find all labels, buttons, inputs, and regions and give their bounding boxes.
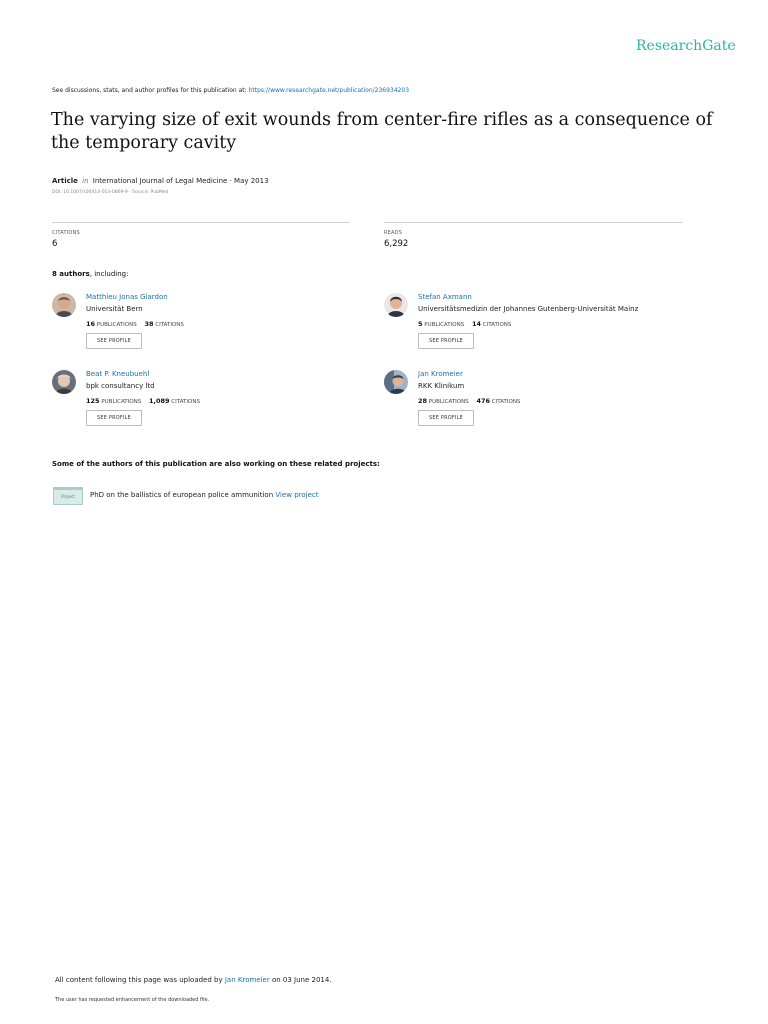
see-discussions-text: See discussions, stats, and author profiles for this publication at: xyxy=(52,87,247,94)
avatar[interactable] xyxy=(384,370,408,394)
citations-label: CITATIONS xyxy=(491,399,521,405)
author-institution: Universitätsmedizin der Johannes Gutenberg-Universität Mainz xyxy=(418,305,639,313)
publications-count: 125 xyxy=(86,397,100,405)
author-name-link[interactable]: Jan Kromeier xyxy=(418,370,463,378)
upload-notice xyxy=(55,976,332,984)
authors-heading xyxy=(52,270,128,278)
researchgate-logo[interactable]: ResearchGate xyxy=(636,38,736,54)
authors-count: 8 authors xyxy=(52,270,90,278)
publications-label: PUBLICATIONS xyxy=(424,322,465,328)
author-card xyxy=(52,370,372,434)
reads-label: READS xyxy=(384,230,403,236)
citations-count: 476 xyxy=(476,397,491,405)
publications-count: 28 xyxy=(418,397,428,405)
citations-label: CITATIONS xyxy=(52,230,80,236)
doi-source: DOI: 10.1007/s00414-013-0869-9 · Source: PubMed xyxy=(52,190,169,195)
avatar[interactable] xyxy=(52,293,76,317)
reads-divider xyxy=(384,222,683,223)
citations-count: 1,089 xyxy=(148,397,170,405)
author-card xyxy=(52,293,372,357)
publication-url-link[interactable]: https://www.researchgate.net/publication/236934203 xyxy=(248,87,410,94)
publications-label: PUBLICATIONS xyxy=(101,399,142,405)
see-profile-button[interactable]: SEE PROFILE xyxy=(86,333,142,349)
author-name-link[interactable]: Stefan Axmann xyxy=(418,293,472,301)
publication-meta xyxy=(52,177,269,185)
publications-label: PUBLICATIONS xyxy=(428,399,469,405)
authors-heading-suffix: , including: xyxy=(89,270,129,278)
related-projects-heading: Some of the authors of this publication are also working on these related projects: xyxy=(52,460,380,468)
journal-name: International Journal of Legal Medicine xyxy=(92,177,228,185)
citations-count: 38 xyxy=(144,320,154,328)
project-title: PhD on the ballistics of european police ammunition xyxy=(90,491,274,499)
enhancement-note: The user has requested enhancement of the downloaded file. xyxy=(55,997,210,1003)
see-discussions-line xyxy=(52,87,409,94)
publication-date: · May 2013 xyxy=(227,177,269,185)
avatar[interactable] xyxy=(52,370,76,394)
see-profile-button[interactable]: SEE PROFILE xyxy=(418,410,474,426)
author-institution: bpk consultancy ltd xyxy=(86,382,155,390)
upload-date: on 03 June 2014. xyxy=(271,976,332,984)
author-institution: RKK Klinikum xyxy=(418,382,465,390)
publications-count: 5 xyxy=(418,320,423,328)
in-word: in xyxy=(82,177,89,185)
author-name-link[interactable]: Beat P. Kneubuehl xyxy=(86,370,150,378)
avatar[interactable] xyxy=(384,293,408,317)
view-project-link[interactable]: View project xyxy=(275,491,319,499)
author-stats xyxy=(418,397,520,405)
citations-count: 14 xyxy=(471,320,481,328)
author-card xyxy=(384,370,704,434)
citations-divider xyxy=(52,222,350,223)
project-item xyxy=(90,491,319,499)
author-stats xyxy=(418,320,511,328)
see-profile-button[interactable]: SEE PROFILE xyxy=(418,333,474,349)
reads-count: 6,292 xyxy=(384,239,409,249)
publications-count: 16 xyxy=(86,320,96,328)
uploader-link[interactable]: Jan Kromeier xyxy=(224,976,270,984)
publications-label: PUBLICATIONS xyxy=(96,322,137,328)
citations-label: CITATIONS xyxy=(171,399,200,405)
citations-count: 6 xyxy=(52,239,58,249)
publication-title: The varying size of exit wounds from center-fire rifles as a consequence of the temporary cavity xyxy=(51,110,713,153)
see-profile-button[interactable]: SEE PROFILE xyxy=(86,410,142,426)
author-name-link[interactable]: Matthieu Jonas Giardon xyxy=(86,293,168,301)
citations-label: CITATIONS xyxy=(482,322,512,328)
publication-type: Article xyxy=(52,177,78,185)
upload-prefix: All content following this page was uploaded by xyxy=(55,976,223,984)
author-institution: Universität Bern xyxy=(86,305,143,313)
project-icon: Project xyxy=(53,487,83,505)
author-card xyxy=(384,293,704,357)
citations-label: CITATIONS xyxy=(155,322,184,328)
author-stats xyxy=(86,397,200,405)
author-stats xyxy=(86,320,184,328)
